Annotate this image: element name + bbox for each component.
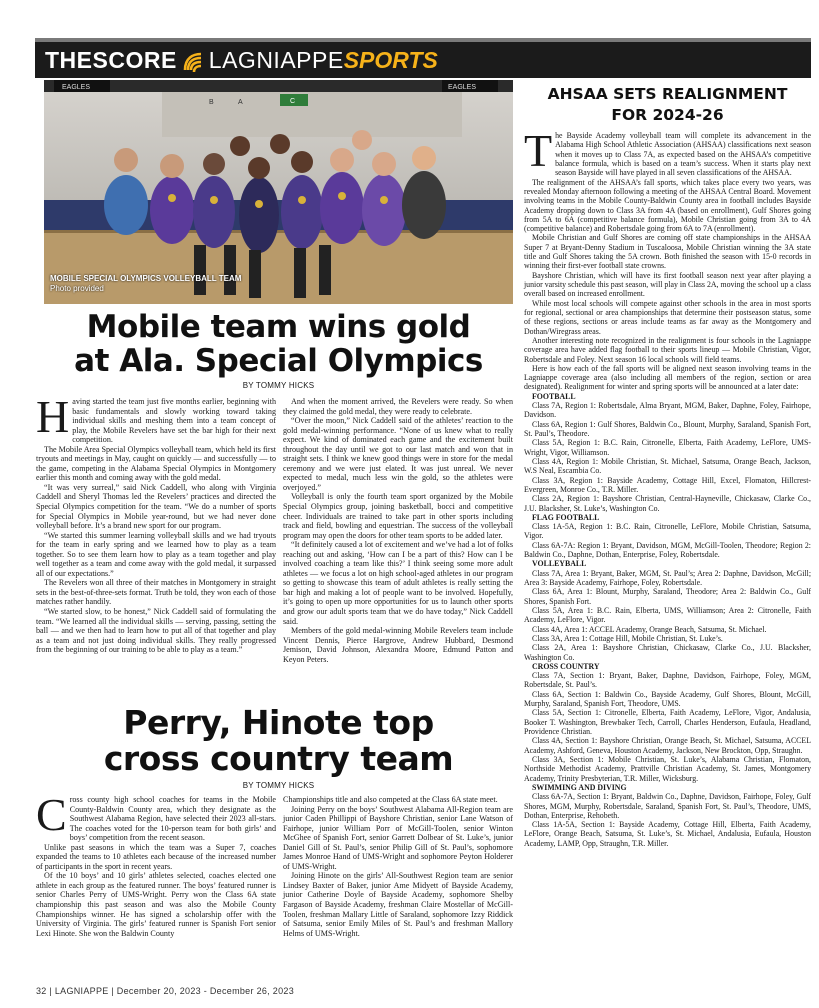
paragraph: Class 4A, Area 1: ACCEL Academy, Orange Beach, Satsuma, St. Michael. <box>532 624 767 634</box>
paragraph: Class 4A, Section 1: Bayshore Christian, Orange Beach, St. Michael, Satsuma, ACCEL Academy, Ashford, Geneva, Houston Academy, Jackson, New Brockton, Opp, Straughn. <box>524 736 811 755</box>
paragraph: Class 7A, Region 1: Robertsdale, Alma Bryant, MGM, Baker, Daphne, Foley, Fairhope, Davidson. <box>524 401 811 420</box>
paragraph: Mobile Christian and Gulf Shores are coming off state championships in the AHSAA Super 7 at Bryant-Denny Stadium in Tuscaloosa, Mobile Christian winning the 3A state title and Gulf Shores taking the 5A crown. Both finished the season with 15-0 records in winning their first-ever football state crowns. <box>524 233 811 271</box>
photo-caption <box>50 274 241 294</box>
paragraph: Class 6A, Area 1: Blount, Murphy, Saraland, Theodore; Area 2: Baldwin Co., Gulf Shores, Spanish Fort. <box>524 587 811 606</box>
article2-column2-body <box>283 795 513 938</box>
sport-heading: VOLLEYBALL <box>532 559 587 569</box>
caption-credit: Photo provided <box>50 284 104 293</box>
paragraph: Class 6A, Region 1: Gulf Shores, Baldwin Co., Blount, Murphy, Saraland, Spanish Fort, St. Paul’s, Theodore. <box>524 419 811 438</box>
paragraph: Members of the gold medal-winning Mobile Revelers team include Vincent Dennis, Pierce Hargrove, Andrew Hubbard, Desmond Jemison, David Johnson, Alexandra Moore, Edmund Patton and Keyon Peters. <box>283 626 513 664</box>
sidebar-headline-line1: AHSAA SETS REALIGNMENT <box>547 85 788 103</box>
banner-title <box>45 46 438 80</box>
paragraph: The Mobile Area Special Olympics volleyball team, which held its first tryouts and meetings in May, caught on quickly — and successfully — to the game, competing in the Alabama Special Olympics in Montgomery earlier this month and coming away with the gold medal. <box>36 444 276 483</box>
article1-column1-body <box>36 391 276 655</box>
paragraph: Class 1A-5A, Section 1: Bayside Academy, Cottage Hill, Elberta, Faith Academy, LeFlore, Orange Beach, Satsuma, St. Luke’s, St. Michael, Andalusia, Eufaula, Houston Academy, LAMP, Opp, Straughn, T.R. Miller. <box>524 820 811 848</box>
paragraph: Class 3A, Area 1: Cottage Hill, Mobile Christian, St. Luke’s. <box>532 633 723 643</box>
caption-title: MOBILE SPECIAL OLYMPICS VOLLEYBALL TEAM <box>50 274 242 283</box>
lagniappe-swirl-icon <box>181 50 205 80</box>
paragraph: Class 4A, Region 1: Mobile Christian, St. Michael, Satsuma, Orange Beach, Jackson, W.S Neal, Escambia Co. <box>524 456 811 476</box>
sport-heading: SWIMMING AND DIVING <box>532 782 627 792</box>
paragraph: Championships title and also competed at the Class 6A state meet. <box>283 795 498 804</box>
paragraph: Class 5A, Area 1: B.C. Rain, Elberta, UMS, Williamson; Area 2: Citronelle, Faith Academy, LeFlore, Vigor. <box>524 605 811 625</box>
paragraph: Here is how each of the fall sports will be aligned next season involving teams in the Lagniappe coverage area (also including all members of the region, section or area designated). Realignment for winter and spring sports will be announced at a later date: <box>524 363 811 392</box>
paragraph: Class 2A, Region 1: Bayshore Christian, Central-Hayneville, Chickasaw, Clarke Co., J.U. Blacksher, St. Luke’s, Washington Co. <box>524 494 811 513</box>
team-photo <box>44 80 513 304</box>
sport-heading: FOOTBALL <box>532 391 576 401</box>
article2-column1 <box>36 789 276 938</box>
paragraph: “It definitely caused a lot of excitement and we’ve had a lot of folks reaching out and asking, ‘How can I be a part of this? How can I be involved coaching a team like this?’ I think seeing some more adult athletes — we focus a lot on high school-aged athletes in our program so getting to showcase this team of adult athletes is really setting the bar high and making a lot of people want to be involved. Hopefully, it’s going to open up more opportunities for us to launch other sports and grow our adult sports team that we do have today,” Nick Caddell said. <box>283 540 513 626</box>
article2-column1-body <box>36 789 276 938</box>
page-footer: 32 | LAGNIAPPE | December 20, 2023 - December 26, 2023 <box>36 986 295 996</box>
sidebar-column <box>524 125 811 848</box>
paragraph: “It was very surreal,” said Nick Caddell, who along with Virginia Caddell and Sheryl Thomas led the Revelers’ practices and directed the Special Olympics competition for the team. “We do a number of sports for Special Olympics in Mobile year-round, but we had never done volleyball before. It’s a brand new sport for our program. <box>36 482 276 531</box>
paragraph: Unlike past seasons in which the team was a Super 7, coaches expanded the teams to 10 athletes each because of the increased number of participants in the sport in recent years. <box>36 842 276 871</box>
paragraph: Class 2A, Area 1: Bayshore Christian, Chickasaw, Clarke Co., J.U. Blacksher, Washington Co. <box>524 643 811 662</box>
article1-byline: BY TOMMY HICKS <box>242 381 315 390</box>
sidebar-headline <box>524 84 811 126</box>
paragraph: Class 6A-7A: Region 1: Bryant, Davidson, MGM, McGill-Toolen, Theodore; Region 2: Baldwin Co., Daphne, Dothan, Enterprise, Foley, Robertsdale. <box>524 540 811 560</box>
paragraph: Class 5A, Region 1: B.C. Rain, Citronelle, Elberta, Faith Academy, LeFlore, UMS-Wright, Vigor, Williamson. <box>524 438 811 457</box>
article1-column2-body <box>283 397 513 664</box>
wall-green-banner: C <box>290 98 296 105</box>
article2-headline-line2: cross country team <box>103 739 454 778</box>
paragraph: Class 1A-5A, Region 1: B.C. Rain, Citronelle, LeFlore, Mobile Christian, Satsuma, Vigor. <box>524 522 811 541</box>
paragraph: Volleyball is only the fourth team sport organized by the Mobile Special Olympics group, joining basketball, bocci and competitive cheer. Individuals are trained to take part in other sports including track and field, bowling and equestrian. The success of the volleyball program may open the doors for other team sports to be added later. <box>283 492 513 540</box>
paragraph: Class 7A, Section 1: Bryant, Baker, Daphne, Davidson, Fairhope, Foley, MGM, Robertsdale, St. Paul’s. <box>524 671 811 690</box>
article1-column2 <box>283 397 513 664</box>
paragraph: Of the 10 boys’ and 10 girls’ athletes selected, coaches elected one athlete in each group as the featured runner. The boys’ featured runner is senior Charles Perry of UMS-Wright. Perry won the Class 6A state championship this past season and was also the Mobile County Championships winner. He has signed a scholarship offer with the University of Virginia. The girls’ featured runner is Spanish Fort senior Lexi Hinote. She won the Baldwin County <box>36 871 276 938</box>
paragraph: “We started this summer learning volleyball skills and we had tryouts for the team in early spring and we learned how to play as a team together. So to see them learn how to play as a team together and play well together as a team and come away with the gold medal, it surpassed all of our expectations.” <box>36 530 276 578</box>
banner-score: THESCORE <box>45 47 177 73</box>
article1-dropcap: H <box>36 391 70 442</box>
paragraph: Class 6A, Section 1: Baldwin Co., Bayside Academy, Gulf Shores, Blount, McGill, Murphy, Saraland, Spanish Fort, Theodore, UMS. <box>524 689 811 709</box>
paragraph: Class 6A-7A, Section 1: Bryant, Baldwin Co., Daphne, Davidson, Fairhope, Foley, Gulf Shores, MGM, Murphy, Robertsdale, Saraland, Spanish Fort, St. Paul’s, Theodore, UMS, Dothan, Enterprise, Rehobeth. <box>524 792 811 820</box>
paragraph: Class 7A, Area 1: Bryant, Baker, MGM, St. Paul’s; Area 2: Daphne, Davidson, McGill; Area 3: Bayside Academy, Fairhope, Foley, Robertsdale. <box>524 568 811 587</box>
scoreboard-right: EAGLES <box>448 84 477 91</box>
paragraph: And when the moment arrived, the Revelers were ready. So when they claimed the gold medal, they were ready to celebrate. <box>283 397 513 416</box>
paragraph: Class 5A, Section 1: Citronelle, Elberta, Faith Academy, LeFlore, Vigor, Andalusia, Booker T. Washington, Brewbaker Tech, Carroll, Charles Henderson, Eufaula, Headland, Providence Christian. <box>524 708 811 736</box>
banner-lagniappe: LAGNIAPPE <box>208 47 344 73</box>
paragraph: Bayshore Christian, which will have its first football season next year after playing a junior varsity schedule this past season, will play in Class 2A, moving the school up a class overall based on increased enrollment. <box>524 270 811 299</box>
sport-heading: FLAG FOOTBALL <box>532 512 600 522</box>
team-photo-illustration <box>44 80 513 304</box>
paragraph: “Over the moon,” Nick Caddell said of the athletes’ reaction to the gold medal-winning performance. “None of us knew what to really expect. We kind of dominated each game and the excitement built throughout the day until we got to our last match and won that in straight sets. I think we knew good things were in store for the medal ceremony and we were just elated. It was just unreal. We never expected to medal, much less win the gold, so the athletes were overjoyed.” <box>283 416 513 492</box>
wall-letter-b: B <box>209 99 214 106</box>
article2-dropcap: C <box>36 789 67 840</box>
paragraph: ross county high school coaches for teams in the Mobile County-Baldwin County area, which they designate as the Southwest Alabama Region, have selected their 2023 all-stars. The coaches voted for the 10-person team for both girls’ and boys’ competition from the recent season. <box>69 795 276 843</box>
banner-top-strip <box>35 38 811 42</box>
paragraph: “We started slow, to be honest,” Nick Caddell said of formulating the team. “We learned all the individual skills — serving, passing, setting the ball — and we then had to learn how to put all of that together and play as a team and not just doing individual skills. They really progressed from the beginning of our training to be able to play as a team.” <box>36 607 276 655</box>
article1-column1 <box>36 391 276 655</box>
paragraph: While most local schools will compete against other schools in the area in most sports for regional, sectional or area championships that determine their postseason status, some of these regions, sections or areas include teams as far away as the Montgomery and Dothan/Wiregrass areas. <box>524 298 811 336</box>
scoreboard-left: EAGLES <box>62 84 91 91</box>
paragraph: Another interesting note recognized in the realignment is four schools in the Lagniappe coverage area have added flag football to their sports lineup — Mobile Christian, Vigor, Robertsdale and Foley. Next season 16 local schools will field teams. <box>524 335 811 364</box>
article1-headline-line2: at Ala. Special Olympics <box>74 343 483 379</box>
section-banner <box>35 38 811 78</box>
wall-letter-a: A <box>238 99 243 106</box>
article2-byline: BY TOMMY HICKS <box>242 781 315 790</box>
paragraph: The realignment of the AHSAA’s fall sports, which takes place every two years, was revealed Monday afternoon following a meeting of the AHSAA Central Board. Movement involving teams in the Mobile County-Baldwin County area in football includes Bayside Academy dropping down to Class 3A from 4A (based on enrollment), Gulf Shores going from 5A to 6A (competitive balance formula), Mobile Christian going from 3A to 4A (competitive balance) and Robertsdale going from 6A to 7A (enrollment). <box>524 177 811 234</box>
article2-column2 <box>283 795 513 938</box>
article1-headline-line1: Mobile team wins gold <box>86 309 471 345</box>
paragraph: Joining Perry on the boys’ Southwest Alabama All-Region team are junior Caden Phillippi of Bayshore Christian, senior Lane Watson of Fairhope, junior William Porr of McGill-Toolen, senior Winton McGhee of Spanish Fort, senior Garrett Dolbear of St. Luke’s, junior Daniel Gill of St. Paul’s, senior Philip Gill of St. Paul’s, sophomore James Monroe Hand of UMS-Wright and sophomore Peyton Holderer of UMS-Wright. <box>283 804 513 871</box>
paragraph: Class 3A, Section 1: Mobile Christian, St. Luke’s, Alabama Christian, Flomaton, Northside Methodist Academy, Prattville Christian Academy, St. James, Montgomery Academy, Trinity Presbyterian, T.R. Miller, Wicksburg. <box>524 754 811 783</box>
paragraph: Joining Hinote on the girls’ All-Southwest Region team are senior Lindsey Baxter of Baker, junior Ame Midyett of Bayside Academy, junior Catherine Doyle of Bayside Academy, sophomore Shelby Fargason of Bayside Academy, freshman Claire Mostellar of McGill-Toolen, freshman Mallary Little of Saraland, sophomore Izzy Riddick of Satsuma, senior Emily Miles of St. Paul’s and freshman Mallory Helms of UMS-Wright. <box>283 871 513 938</box>
paragraph: The Revelers won all three of their matches in Montgomery in straight sets in the best-of-three-sets format. Truth be told, they won each of those matches rather handily. <box>36 578 276 607</box>
paragraph: aving started the team just five months earlier, beginning with basic fundamentals and slowly working toward taking individual skills and meshing them into a team concept of play, the Mobile Revelers have set the bar high for their next competition. <box>72 397 276 445</box>
paragraph: Class 3A, Region 1: Bayside Academy, Cottage Hill, Excel, Flomaton, Hillcrest-Evergreen, Monroe Co., T.R. Miller. <box>524 475 811 494</box>
sidebar-body <box>524 125 811 848</box>
sidebar-dropcap: T <box>524 125 553 176</box>
paragraph: he Bayside Academy volleyball team will complete its advancement in the Alabama High School Athletic Association (AHSAA) classifications next season when it moves up to Class 7A, as expected based on the AHSAA’s competitive balance formula, which is based on a team’s success. When it starts play next season Bayside will have played in all seven classifications of the AHSAA. <box>555 131 811 178</box>
banner-sports: SPORTS <box>343 47 438 73</box>
sidebar-headline-line2: FOR 2024-26 <box>611 106 724 124</box>
article2-headline-line1: Perry, Hinote top <box>123 703 434 742</box>
sport-heading: CROSS COUNTRY <box>532 661 600 671</box>
